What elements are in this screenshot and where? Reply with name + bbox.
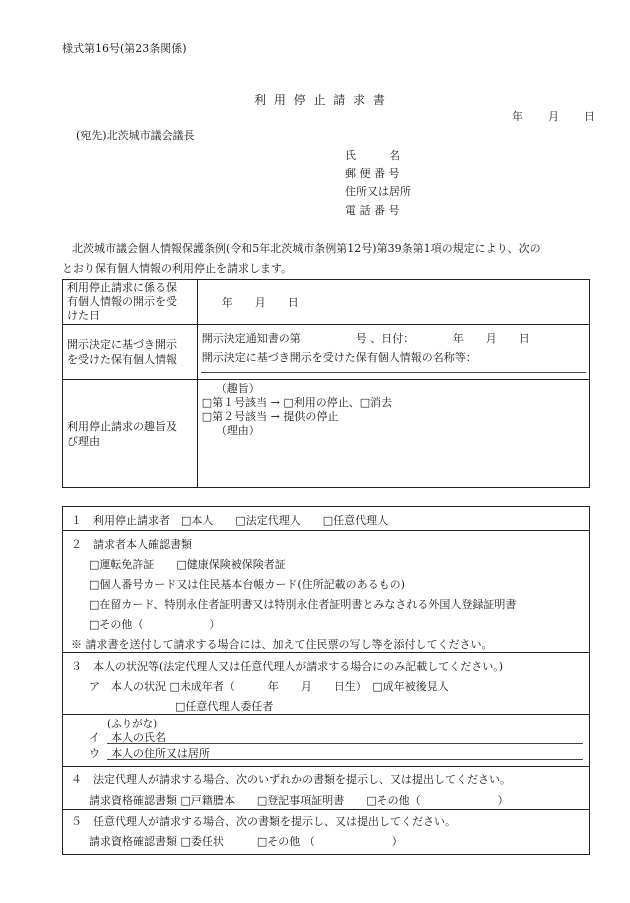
form-number: 様式第16号(第23条関係) <box>62 42 187 55</box>
voluntary-agent-docs[interactable]: 請求資格確認書類 □委任状 □その他 （ ） <box>89 835 403 848</box>
id-document-option[interactable]: □個人番号カード又は住民基本台帳カード(住所記載のあるもの) <box>89 578 405 591</box>
notice-number-line: 開示決定通知書の第 号 、日付： 年 月 日 <box>201 332 530 345</box>
label-line: び理由 <box>67 434 100 448</box>
divider <box>63 714 589 715</box>
reason-heading: （理由） <box>215 424 260 437</box>
received-date-value[interactable]: 年 月 日 <box>197 280 589 325</box>
requester-phone-label: 電 話 番 号 <box>345 204 400 217</box>
id-documents-heading: ２ 請求者本人確認書類 <box>71 538 192 551</box>
label-line: 有個人情報の開示を受 <box>67 295 177 308</box>
requester-type[interactable]: １ 利用停止請求者 □本人 □法定代理人 □任意代理人 <box>71 514 389 527</box>
purpose-heading: （趣旨） <box>215 382 260 395</box>
disclosed-info-label <box>63 325 198 380</box>
divider <box>63 652 589 653</box>
disclosed-info-value[interactable] <box>197 325 589 380</box>
principal-address-label: ウ 本人の住所又は居所 <box>89 747 210 760</box>
received-date-label <box>63 280 198 325</box>
purpose-option-2[interactable]: □第２号該当 → 提供の停止 <box>201 410 339 423</box>
label-line: を受けた保有個人情報 <box>67 353 177 366</box>
requester-details-box <box>62 506 590 855</box>
addressee: (宛先)北茨城市議会議長 <box>76 129 195 142</box>
principal-name-underline[interactable] <box>107 743 583 744</box>
intro-line2: とおり保有個人情報の利用停止を請求します。 <box>62 262 293 275</box>
requester-postal-label: 郵 便 番 号 <box>345 167 400 180</box>
voluntary-agent-heading: ５ 任意代理人が請求する場合、次の書類を提示し、又は提出してください。 <box>71 815 456 828</box>
principal-name-label: イ 本人の氏名 <box>89 731 166 744</box>
purpose-option-1[interactable]: □第１号該当 → □利用の停止、□消去 <box>201 396 393 409</box>
label-line: 利用停止請求に係る保 <box>67 281 177 294</box>
id-document-option[interactable]: □在留カード、特別永住者証明書又は特別永住者証明書とみなされる外国人登録証明書 <box>89 598 517 611</box>
divider <box>63 809 589 810</box>
mail-note: ※ 請求書を送付して請求する場合には、加えて住民票の写し等を添付してください。 <box>71 638 493 651</box>
table-row <box>63 280 590 325</box>
info-name-underline <box>201 372 586 373</box>
intro-line1: 北茨城市議会個人情報保護条例(令和5年北茨城市条例第12号)第39条第1項の規定により、次の <box>72 242 541 255</box>
principal-address-underline[interactable] <box>107 759 583 760</box>
legal-agent-docs[interactable]: 請求資格確認書類 □戸籍謄本 □登記事項証明書 □その他（ ） <box>89 794 509 807</box>
legal-agent-heading: ４ 法定代理人が請求する場合、次のいずれかの書類を提示し、又は提出してください。 <box>71 773 511 786</box>
id-document-option[interactable]: □運転免許証 □健康保険被保険者証 <box>89 558 286 571</box>
label-line: 利用停止請求の趣旨及 <box>67 419 177 433</box>
date-month: 月 <box>548 110 559 123</box>
principal-status-line1[interactable]: ア 本人の状況 □未成年者（ 年 月 日生） □成年被後見人 <box>89 680 449 693</box>
principal-status-heading: ３ 本人の状況等(法定代理人又は任意代理人が請求する場合にのみ記載してください。) <box>71 660 504 673</box>
requester-name-label: 氏 名 <box>345 149 400 162</box>
table-row <box>63 380 590 488</box>
purpose-reason-value[interactable] <box>197 380 589 488</box>
principal-status-line2[interactable]: □任意代理人委任者 <box>175 700 274 713</box>
furigana-label: (ふりがな) <box>107 718 158 730</box>
page-title: 利 用 停 止 請 求 書 <box>254 93 387 107</box>
id-document-option[interactable]: □その他（ ） <box>89 618 221 631</box>
label-line: けた日 <box>67 309 100 322</box>
divider <box>63 530 589 531</box>
request-table <box>62 279 590 488</box>
info-name-line: 開示決定に基づき開示を受けた保有個人情報の名称等： <box>201 351 477 364</box>
requester-address-label: 住所又は居所 <box>345 185 411 198</box>
divider <box>63 766 589 767</box>
date-year: 年 <box>512 110 523 123</box>
date-day: 日 <box>584 110 595 123</box>
purpose-reason-label <box>63 380 198 488</box>
table-row <box>63 325 590 380</box>
label-line: 開示決定に基づき開示 <box>67 338 177 351</box>
